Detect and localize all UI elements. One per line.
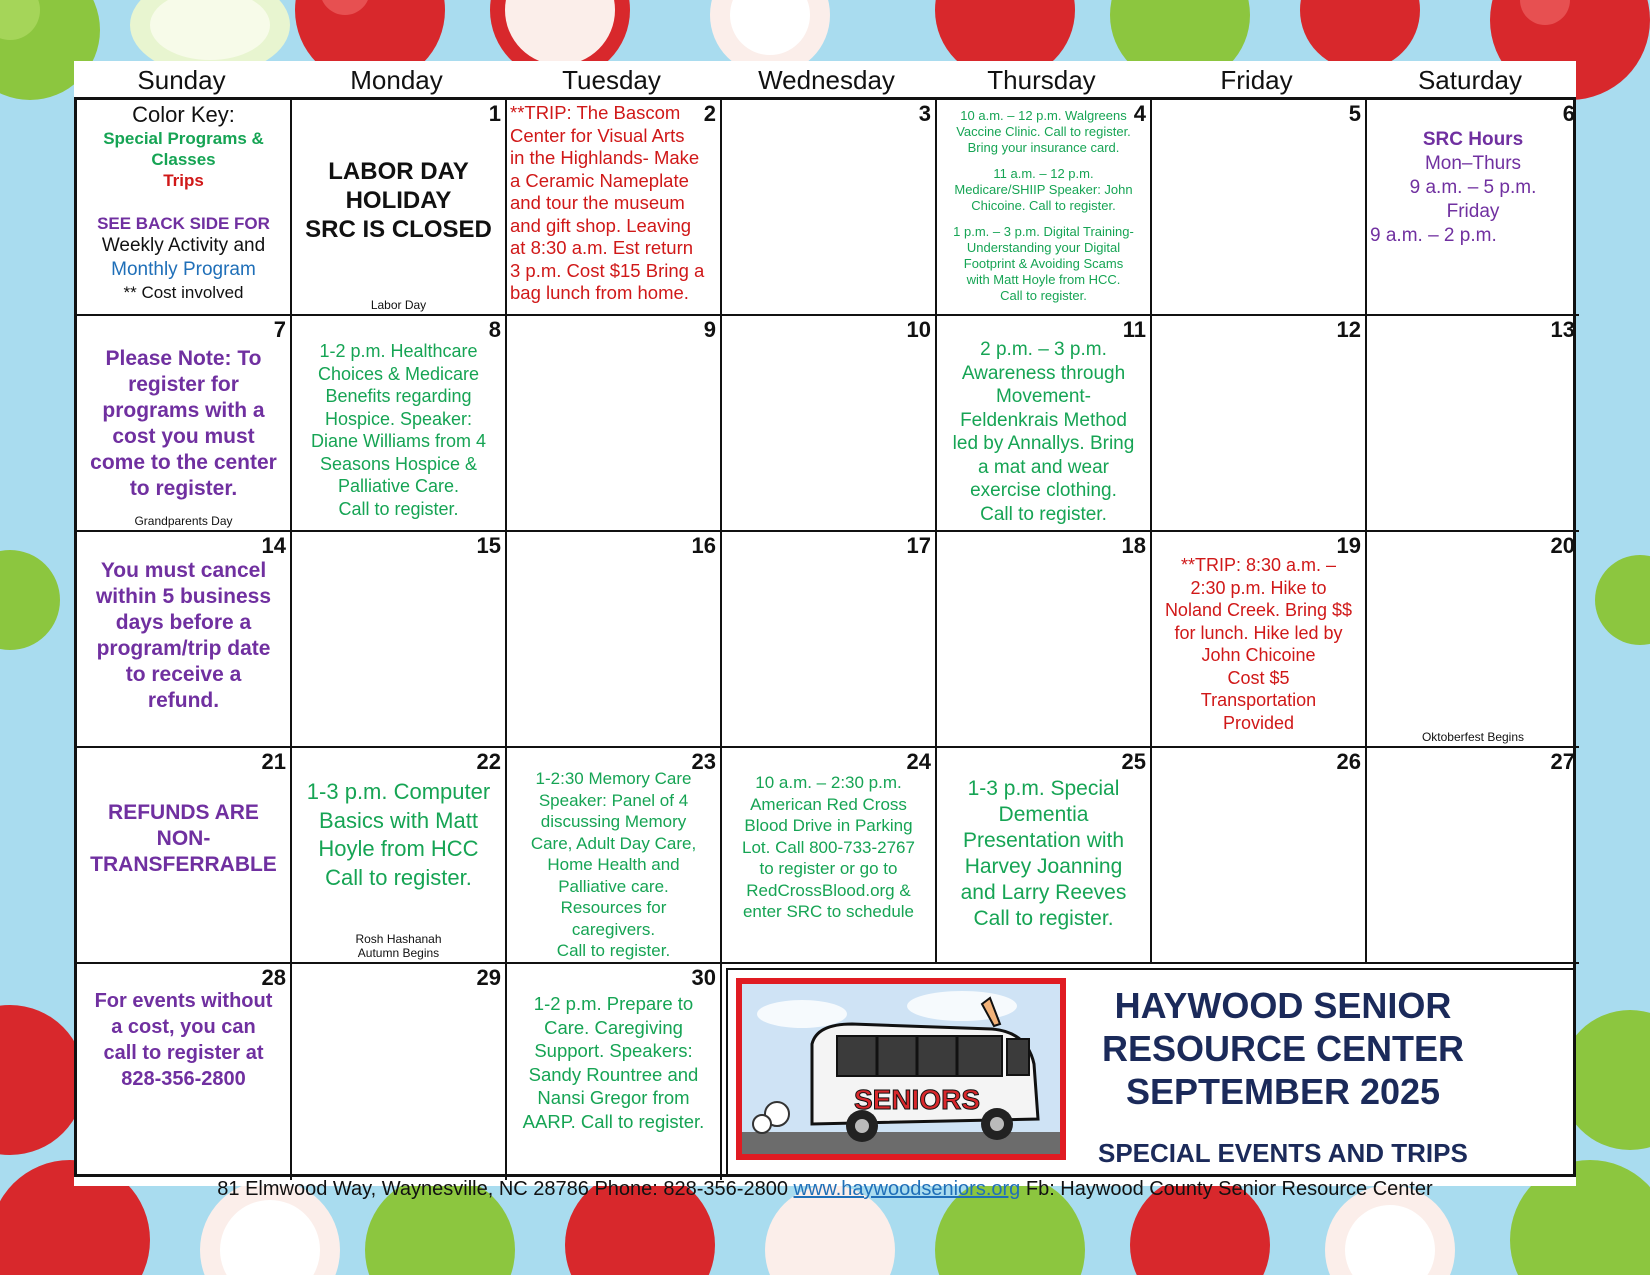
website-link[interactable]: www.haywoodseniors.org (793, 1178, 1021, 1200)
day-number: 25 (1121, 749, 1146, 774)
holiday-label: Rosh Hashanah Autumn Begins (355, 932, 442, 960)
day-cell (292, 316, 507, 532)
promo-banner (722, 964, 1579, 1180)
weekday-header: Tuesday (562, 65, 661, 95)
day-number: 1 (488, 101, 501, 126)
day-cell (1152, 316, 1367, 532)
day-number: 3 (918, 101, 931, 126)
day-cell (937, 532, 1152, 748)
weekday-header: Sunday (137, 65, 226, 95)
footer-contact (74, 1176, 1576, 1202)
holiday-label: Labor Day (370, 298, 427, 312)
day-cell (722, 100, 937, 316)
src-hours-title: SRC Hours (1422, 129, 1524, 150)
day-cell (292, 748, 507, 964)
day-number: 13 (1550, 317, 1575, 342)
senior-bus-illustration (736, 978, 1066, 1160)
bus-icon (742, 984, 1060, 1154)
event-text: **TRIP: The Bascom Center for Visual Arts in the Highlands- Make a Ceramic Nameplate and tour the museum and gift shop. Leaving at 8:30 a.m. Est return 3 p.m. Cost $15 Bring a bag lunch from home. (510, 102, 705, 303)
day-cell (507, 964, 722, 1180)
color-key-special: Special Programs & Classes (103, 129, 264, 169)
event-text: 1-2 p.m. Healthcare Choices & Medicare Benefits regarding Hospice. Speaker: Diane Williams from 4 Seasons Hospice & Palliative Care. Call to register. (310, 341, 487, 519)
day-cell (507, 100, 722, 316)
event-text: 1-2:30 Memory Care Speaker: Panel of 4 discussing Memory Care, Adult Day Care, Home Health and Palliative care. Resources for caregivers. Call to register. (530, 769, 697, 960)
day-number: 18 (1121, 533, 1146, 558)
event-text: 10 a.m. – 12 p.m. Walgreens Vaccine Clinic. Call to register. Bring your insurance card. (956, 108, 1131, 155)
holiday-label: Oktoberfest Begins (1421, 730, 1525, 744)
day-cell (77, 316, 292, 532)
day-cell (722, 532, 937, 748)
event-text: **TRIP: 8:30 a.m. – 2:30 p.m. Hike to Noland Creek. Bring $$ for lunch. Hike led by John Chicoine Cost $5 Transportation Provided (1164, 555, 1353, 733)
event-text: 2 p.m. – 3 p.m. Awareness through Movement- Feldenkrais Method led by Annallys. Bring a mat and wear exercise clothing. Call to register. (952, 339, 1135, 525)
day-cell (1367, 100, 1579, 316)
day-number: 28 (261, 965, 286, 990)
see-back-note: SEE BACK SIDE FOR (97, 214, 270, 233)
holiday-closure-text: LABOR DAY HOLIDAY SRC IS CLOSED (305, 158, 492, 243)
weekday-header: Monday (350, 65, 443, 95)
event-text: 11 a.m. – 12 p.m. Medicare/SHIIP Speaker: John Chicoine. Call to register. (954, 166, 1133, 213)
day-number: 12 (1336, 317, 1361, 342)
bus-label: SENIORS (853, 1084, 981, 1115)
src-hours-days: Mon–Thurs (1424, 153, 1522, 174)
event-text: 10 a.m. – 2:30 p.m. American Red Cross Blood Drive in Parking Lot. Call 800-733-2767 to register or go to RedCrossBlood.org & enter SRC to schedule (742, 773, 915, 921)
day-cell (722, 748, 937, 964)
day-number: 10 (906, 317, 931, 342)
note-text: REFUNDS ARE NON- TRANSFERRABLE (90, 801, 277, 876)
day-number: 14 (261, 533, 286, 558)
footer-facebook: Fb: Haywood County Senior Resource Center (1020, 1178, 1433, 1200)
calendar-sheet (74, 61, 1576, 1200)
weekday-header: Thursday (987, 65, 1096, 95)
day-number: 16 (691, 533, 716, 558)
color-key-title: Color Key: (132, 102, 235, 127)
promo-frame (726, 968, 1575, 1176)
color-key-trips: Trips (163, 171, 204, 190)
monthly-program-note: Monthly Program (111, 259, 256, 280)
day-number: 15 (476, 533, 501, 558)
day-cell (1367, 532, 1579, 748)
day-number: 6 (1562, 101, 1575, 126)
day-number: 9 (703, 317, 716, 342)
day-cell (77, 964, 292, 1180)
day-cell (1152, 100, 1367, 316)
day-cell (937, 316, 1152, 532)
day-number: 19 (1336, 533, 1361, 558)
day-cell (1367, 748, 1579, 964)
calendar-grid (74, 97, 1576, 1177)
day-number: 7 (273, 317, 286, 342)
event-text: 1 p.m. – 3 p.m. Digital Training- Understanding your Digital Footprint & Avoiding Scams with Matt Hoyle from HCC. Call to register. (953, 224, 1134, 303)
day-number: 11 (1122, 317, 1146, 342)
day-cell (292, 964, 507, 1180)
day-cell (937, 100, 1152, 316)
day-number: 26 (1336, 749, 1361, 774)
note-text: For events without a cost, you can call to register at 828-356-2800 (94, 990, 273, 1090)
event-text: 1-3 p.m. Computer Basics with Matt Hoyle from HCC Call to register. (306, 779, 491, 890)
day-cell (507, 532, 722, 748)
day-cell (77, 532, 292, 748)
day-cell (77, 748, 292, 964)
weekly-activity-note: Weekly Activity and (101, 235, 266, 256)
day-cell (1367, 316, 1579, 532)
day-cell (722, 316, 937, 532)
event-text: 1-2 p.m. Prepare to Care. Caregiving Support. Speakers: Sandy Rountree and Nansi Gregor from AARP. Call to register. (522, 993, 705, 1132)
day-number: 22 (476, 749, 501, 774)
day-number: 17 (906, 533, 931, 558)
day-cell (937, 748, 1152, 964)
day-number: 20 (1550, 533, 1575, 558)
day-cell (292, 532, 507, 748)
day-number: 30 (691, 965, 716, 990)
day-number: 8 (488, 317, 501, 342)
weekday-header: Friday (1220, 65, 1293, 95)
day-cell (1152, 748, 1367, 964)
day-cell (1152, 532, 1367, 748)
day-number: 21 (261, 749, 286, 774)
color-key-cell (77, 100, 292, 316)
day-number: 24 (906, 749, 931, 774)
note-text: You must cancel within 5 business days before a program/trip date to receive a refund. (95, 559, 272, 712)
day-cell (292, 100, 507, 316)
event-text: 1-3 p.m. Special Dementia Presentation with Harvey Joanning and Larry Reeves Call to register. (960, 777, 1127, 930)
cost-note: ** Cost involved (123, 283, 244, 302)
day-number: 23 (691, 749, 716, 774)
holiday-label: Grandparents Day (134, 514, 233, 528)
day-number: 29 (476, 965, 501, 990)
center-title: HAYWOOD SENIOR RESOURCE CENTER SEPTEMBER 2025 (1101, 985, 1465, 1112)
footer-address: 81 Elmwood Way, Waynesville, NC 28786 Phone: 828-356-2800 (217, 1178, 794, 1200)
src-hours-time: 9 a.m. – 5 p.m. (1409, 177, 1537, 198)
src-hours-time: 9 a.m. – 2 p.m. (1370, 225, 1497, 246)
day-number: 4 (1133, 101, 1146, 126)
day-number: 2 (703, 101, 716, 126)
note-text: Please Note: To register for programs with a cost you must come to the center to register. (90, 347, 277, 500)
day-number: 27 (1550, 749, 1575, 774)
promo-subtitle: SPECIAL EVENTS AND TRIPS (1098, 1138, 1468, 1168)
src-hours-days: Friday (1446, 201, 1500, 222)
day-number: 5 (1348, 101, 1361, 126)
weekday-header: Saturday (1417, 65, 1523, 95)
weekday-header: Wednesday (758, 65, 895, 95)
day-cell (507, 748, 722, 964)
day-cell (507, 316, 722, 532)
